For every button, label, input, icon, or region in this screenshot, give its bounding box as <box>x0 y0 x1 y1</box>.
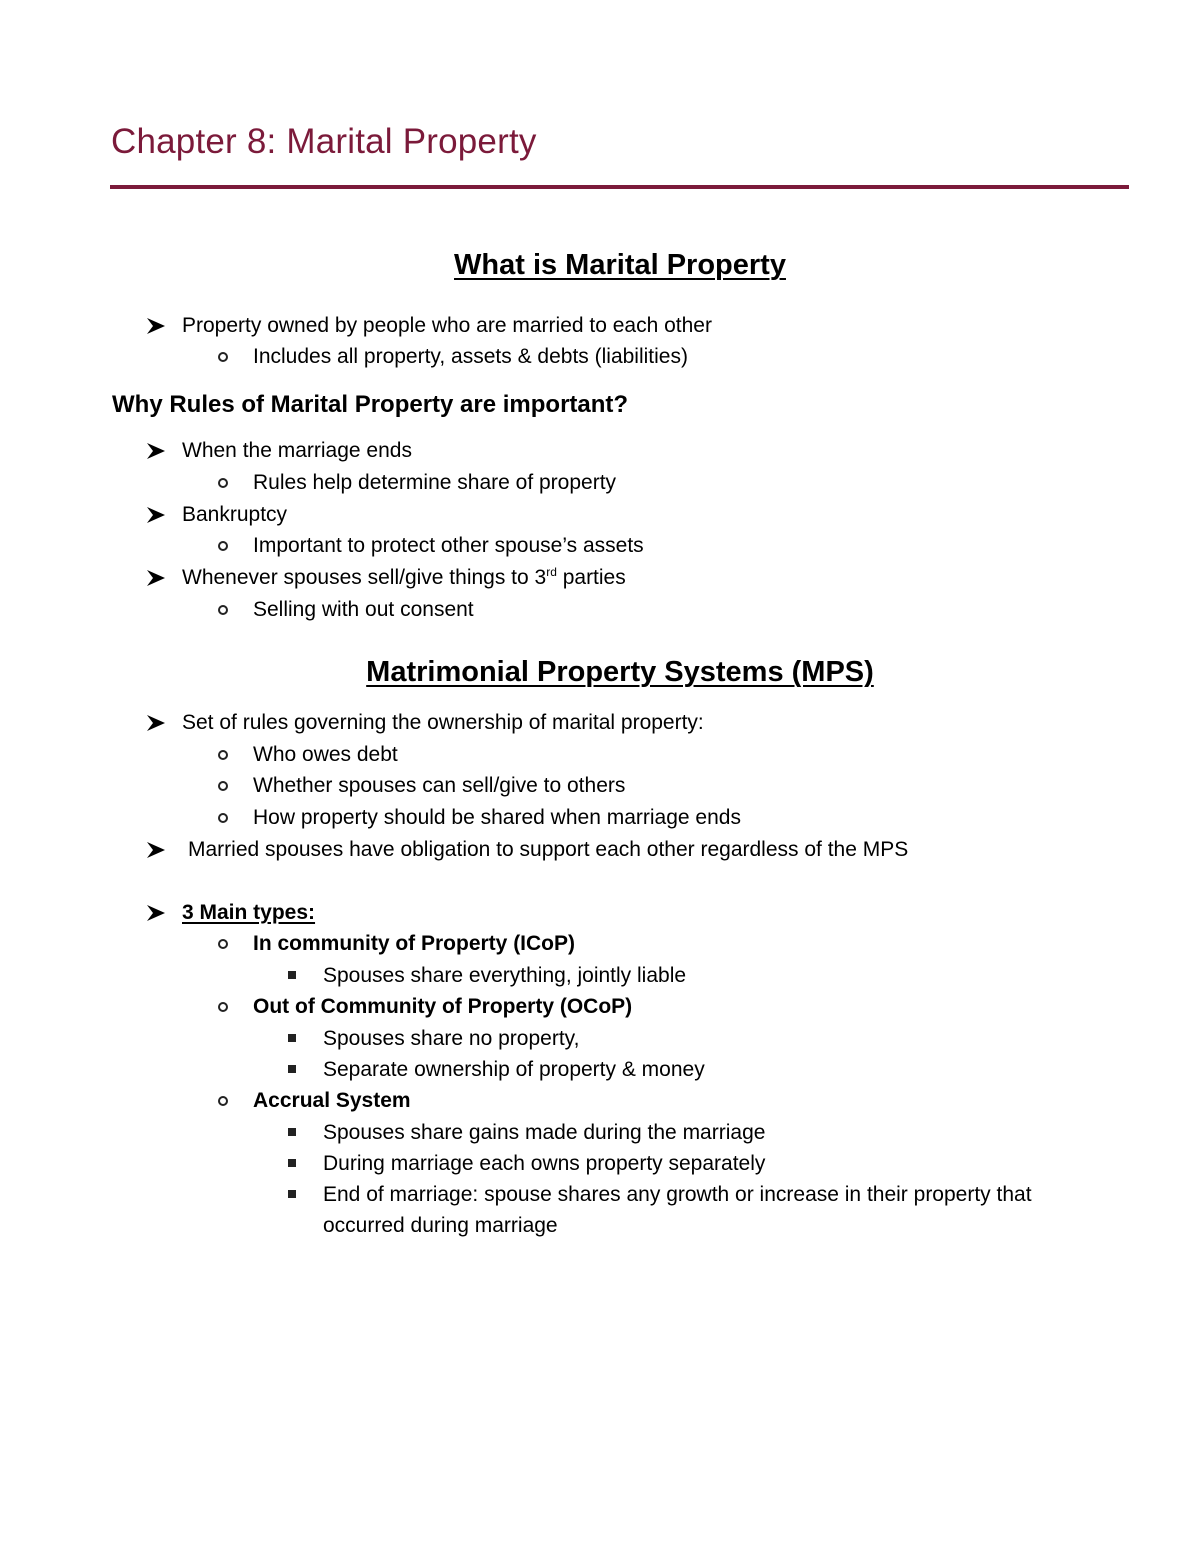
list-item-text: Out of Community of Property (OCoP) <box>253 995 633 1018</box>
list-item-text: Important to protect other spouse’s assets <box>253 534 644 557</box>
square-bullet-icon <box>288 971 296 979</box>
list-item-text: Whether spouses can sell/give to others <box>253 774 626 797</box>
circle-bullet-icon <box>218 541 228 551</box>
list-item-text: Who owes debt <box>253 743 398 766</box>
arrow-bullet-icon <box>145 311 167 341</box>
circle-bullet-icon <box>218 781 228 791</box>
list-item-text: Married spouses have obligation to support each other regardless of the MPS <box>188 838 909 861</box>
list-item-text: During marriage each owns property separately <box>323 1152 766 1175</box>
circle-bullet-icon <box>218 750 228 760</box>
circle-bullet-icon <box>218 352 228 362</box>
list-item-text: 3 Main types: <box>182 901 316 924</box>
list-item-text: When the marriage ends <box>182 439 412 462</box>
list-item-text: Accrual System <box>253 1089 411 1112</box>
heading-what-is-marital-property: What is Marital Property <box>454 249 786 281</box>
chapter-title: Chapter 8: Marital Property <box>111 122 537 161</box>
title-divider <box>110 185 1129 189</box>
list-item-text: occurred during marriage <box>323 1214 558 1237</box>
square-bullet-icon <box>288 1034 296 1042</box>
square-bullet-icon <box>288 1159 296 1167</box>
circle-bullet-icon <box>218 605 228 615</box>
arrow-bullet-icon <box>145 708 167 738</box>
list-item-text: Whenever spouses sell/give things to 3rd parties <box>182 565 626 589</box>
square-bullet-icon <box>288 1190 296 1198</box>
list-item-text: End of marriage: spouse shares any growth or increase in their property that <box>323 1183 1032 1206</box>
circle-bullet-icon <box>218 1096 228 1106</box>
list-item-text: Rules help determine share of property <box>253 471 617 494</box>
circle-bullet-icon <box>218 939 228 949</box>
list-item-text: Spouses share gains made during the marriage <box>323 1121 766 1144</box>
circle-bullet-icon <box>218 478 228 488</box>
list-item-text: Spouses share everything, jointly liable <box>323 964 687 987</box>
circle-bullet-icon <box>218 813 228 823</box>
arrow-bullet-icon <box>145 436 167 466</box>
list-item-text: Set of rules governing the ownership of marital property: <box>182 711 704 734</box>
arrow-bullet-icon <box>145 563 167 593</box>
list-item-text: How property should be shared when marriage ends <box>253 806 741 829</box>
square-bullet-icon <box>288 1128 296 1136</box>
heading-why-rules-important: Why Rules of Marital Property are important? <box>112 391 629 418</box>
list-item-text: Selling with out consent <box>253 598 474 621</box>
arrow-bullet-icon <box>145 835 167 865</box>
arrow-bullet-icon <box>145 500 167 530</box>
list-item-text: Includes all property, assets & debts (liabilities) <box>253 345 688 368</box>
list-item-text: Spouses share no property, <box>323 1027 580 1050</box>
list-item-text: Bankruptcy <box>182 503 288 526</box>
heading-matrimonial-property-systems: Matrimonial Property Systems (MPS) <box>366 656 874 688</box>
list-item-text: Property owned by people who are married to each other <box>182 314 712 337</box>
square-bullet-icon <box>288 1065 296 1073</box>
circle-bullet-icon <box>218 1002 228 1012</box>
superscript: rd <box>546 565 557 579</box>
arrow-bullet-icon <box>145 898 167 928</box>
list-item-text: In community of Property (ICoP) <box>253 932 576 955</box>
list-item-text: Separate ownership of property & money <box>323 1058 705 1081</box>
